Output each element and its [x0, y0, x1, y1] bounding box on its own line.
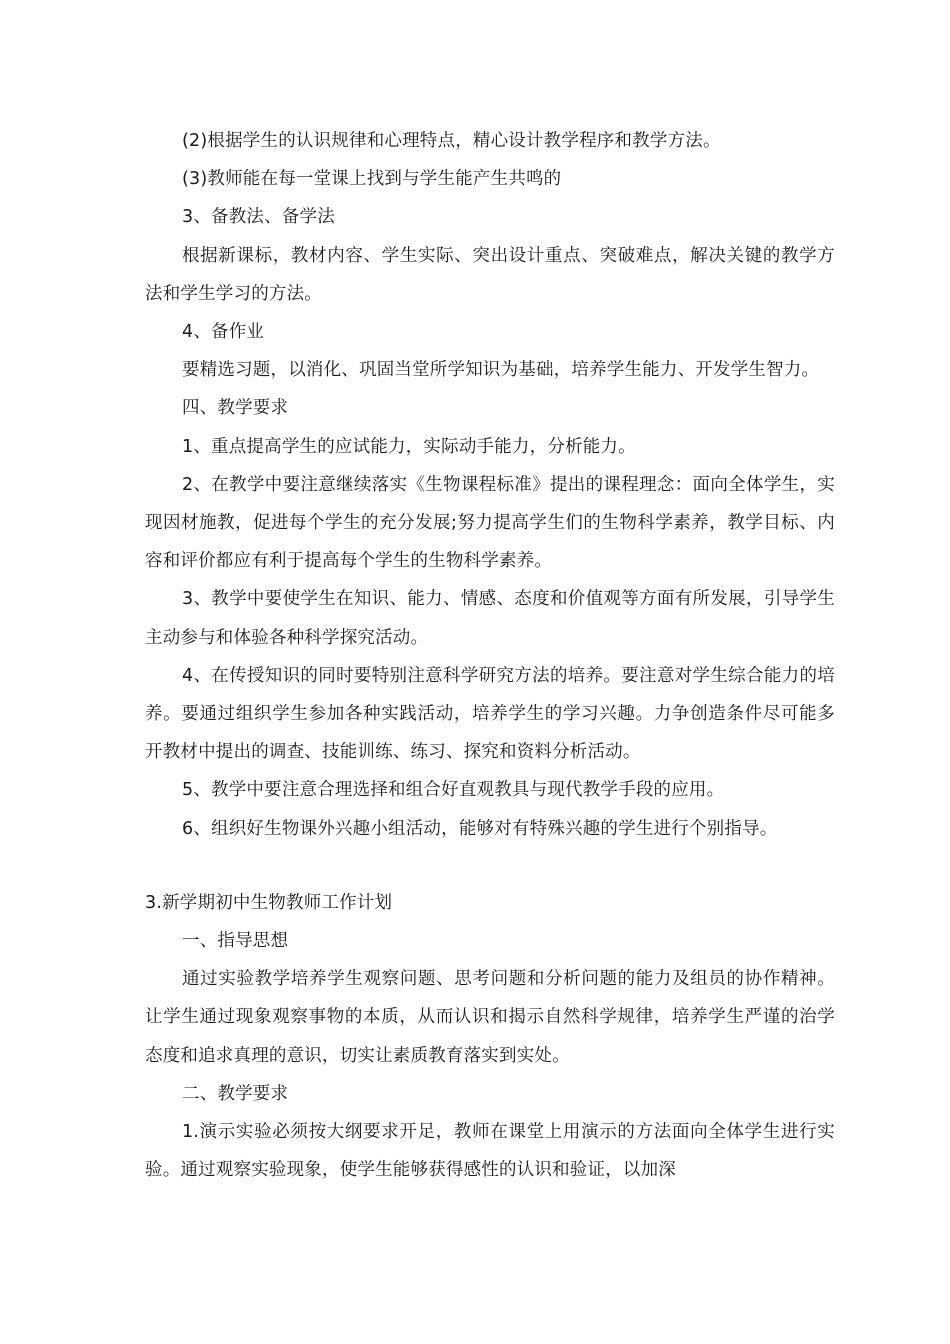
- paragraph: (3)教师能在每一堂课上找到与学生能产生共鸣的: [182, 169, 562, 190]
- document-title: 3.新学期初中生物教师工作计划: [145, 892, 393, 913]
- section-heading: 3、备教法、备学法: [182, 207, 335, 228]
- paragraph: 根据新课标，教材内容、学生实际、突出设计重点、突破难点，解决关键的教学方法和学生学习的方法。: [145, 245, 835, 304]
- list-item: 5、教学中要注意合理选择和组合好直观教具与现代教学手段的应用。: [182, 780, 725, 801]
- section-heading: 4、备作业: [182, 322, 265, 343]
- section-heading: 四、教学要求: [182, 398, 289, 419]
- paragraph: 通过实验教学培养学生观察问题、思考问题和分析问题的能力及组员的协作精神。让学生通过现象观察事物的本质，从而认识和揭示自然科学规律，培养学生严谨的治学态度和追求真理的意识，切实让素质教育落实到实处。: [145, 969, 835, 1066]
- list-item: 4、在传授知识的同时要特别注意科学研究方法的培养。要注意对学生综合能力的培养。要通过组织学生参加各种实践活动，培养学生的学习兴趣。力争创造条件尽可能多开教材中提出的调查、技能训练、练习、探究和资料分析活动。: [145, 665, 835, 763]
- list-item: 6、组织好生物课外兴趣小组活动，能够对有特殊兴趣的学生进行个别指导。: [182, 818, 778, 839]
- section-spacer: [145, 848, 835, 884]
- paragraph: 要精选习题，以消化、巩固当堂所学知识为基础，培养学生能力、开发学生智力。: [182, 360, 820, 381]
- section-heading: 二、教学要求: [182, 1083, 289, 1104]
- list-item: 3、教学中要使学生在知识、能力、情感、态度和价值观等方面有所发展，引导学生主动参与和体验各种科学探究活动。: [145, 589, 835, 648]
- paragraph: 1.演示实验必须按大纲要求开足，教师在课堂上用演示的方法面向全体学生进行实验。通过观察实验现象，使学生能够获得感性的认识和验证，以加深: [145, 1122, 835, 1181]
- list-item: 2、在教学中要注意继续落实《生物课程标准》提出的课程理念：面向全体学生，实现因材施教，促进每个学生的充分发展;努力提高学生们的生物科学素养，教学目标、内容和评价都应有利于提高每个学生的生物科学素养。: [145, 474, 835, 572]
- section-heading: 一、指导思想: [182, 931, 289, 952]
- list-item: 1、重点提高学生的应试能力，实际动手能力，分析能力。: [182, 436, 636, 457]
- document-body: [145, 122, 835, 1189]
- paragraph: (2)根据学生的认识规律和心理特点，精心设计教学程序和教学方法。: [182, 131, 721, 151]
